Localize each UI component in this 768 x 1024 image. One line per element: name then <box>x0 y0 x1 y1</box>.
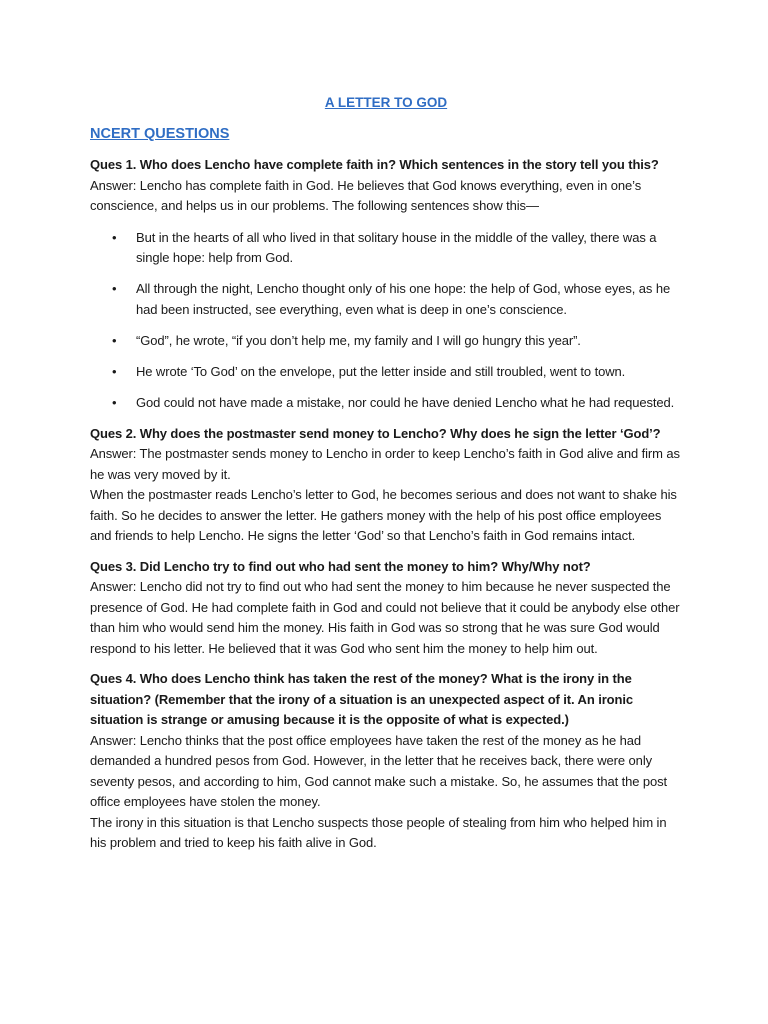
list-item <box>90 362 682 383</box>
bullet-list <box>90 228 682 414</box>
bullet-icon: • <box>112 281 117 296</box>
answer-4-continued: The irony in this situation is that Lencho suspects those people of stealing from him who helped him in his problem and tried to keep his faith alive in God. <box>90 814 667 850</box>
answer-4: Answer: Lencho thinks that the post office employees have taken the rest of the money as he had demanded a hundred pesos from God. However, in the letter that he receives back, there were only seventy pesos, and according to him, God cannot make such a mistake. So, he assumes that the post office employees have stolen the money. <box>90 732 668 809</box>
list-item <box>90 393 682 414</box>
list-item-text: “God”, he wrote, “if you don’t help me, my family and I will go hungry this year”. <box>136 332 581 348</box>
list-item-text: All through the night, Lencho thought only of his one hope: the help of God, whose eyes, as he had been instructed, see everything, even what is deep in one’s conscience. <box>136 281 671 317</box>
bullet-icon: • <box>112 332 117 348</box>
list-item-text: He wrote ‘To God’ on the envelope, put the letter inside and still troubled, went to town. <box>136 363 626 379</box>
answer-3: Answer: Lencho did not try to find out who had sent the money to him because he never suspected the presence of God. He had complete faith in God and could not believe that it could be anybody else other than him who would send him the money. His faith in God was so strong that he was sure God would respond to his letter. He believed that it was God who sent him the money to help him out. <box>90 579 680 656</box>
question-2: Ques 2. Why does the postmaster send money to Lencho? Why does he sign the letter ‘God’? <box>90 425 661 441</box>
question-3: Ques 3. Did Lencho try to find out who had sent the money to him? Why/Why not? <box>90 558 591 574</box>
question-block-3 <box>90 557 682 660</box>
list-item <box>90 331 682 352</box>
question-block-2 <box>90 424 682 547</box>
question-1: Ques 1. Who does Lencho have complete faith in? Which sentences in the story tell you this? <box>90 157 659 172</box>
list-item <box>90 279 682 320</box>
question-block-4 <box>90 669 682 854</box>
bullet-icon: • <box>112 363 117 379</box>
section-heading: NCERT QUESTIONS <box>90 126 230 142</box>
list-item-text: But in the hearts of all who lived in that solitary house in the middle of the valley, there was a single hope: help from God. <box>136 229 657 265</box>
list-item <box>90 228 682 269</box>
answer-1: Answer: Lencho has complete faith in God. He believes that God knows everything, even in one’s conscience, and helps us in our problems. The following sentences show this— <box>90 177 642 213</box>
document-page <box>90 93 682 864</box>
answer-2-continued: When the postmaster reads Lencho’s letter to God, he becomes serious and does not want to shake his faith. So he decides to answer the letter. He gathers money with the help of his post office employees and friends to help Lencho. He signs the letter ‘God’ so that Lencho’s faith in God remains intact. <box>90 487 677 543</box>
document-title: A LETTER TO GOD <box>324 95 448 110</box>
question-block-1 <box>90 155 682 413</box>
answer-2: Answer: The postmaster sends money to Lencho in order to keep Lencho’s faith in God alive and firm as he was very moved by it. <box>90 446 680 482</box>
list-item-text: God could not have made a mistake, nor could he have denied Lencho what he had requested. <box>136 394 675 410</box>
question-4: Ques 4. Who does Lencho think has taken the rest of the money? What is the irony in the situation? (Remember that the irony of a situation is an unexpected aspect of it. An ironic situation is strange or amusing because it is the opposite of what is expected.) <box>90 671 633 727</box>
bullet-icon: • <box>112 394 117 410</box>
bullet-icon: • <box>112 229 117 245</box>
